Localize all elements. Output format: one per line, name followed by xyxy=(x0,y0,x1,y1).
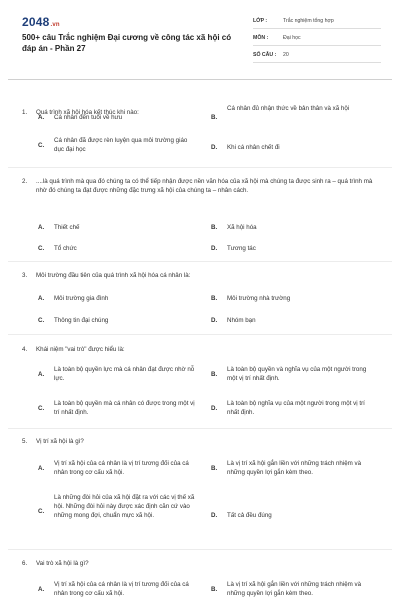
option-label: B. xyxy=(211,465,218,472)
question-divider xyxy=(8,167,392,168)
meta-count-value: 20 xyxy=(283,52,289,58)
question-number: 2. xyxy=(22,178,28,185)
meta-subject-key: MÔN : xyxy=(253,35,269,41)
question-divider xyxy=(8,549,392,550)
meta-class-key: LỚP : xyxy=(253,18,268,24)
site-logo[interactable] xyxy=(22,15,60,29)
meta-count-row xyxy=(253,48,381,63)
option-label: A. xyxy=(38,295,45,302)
option-label: C. xyxy=(38,508,45,515)
question-text: ....là quá trình mà qua đó chúng ta có thể tiếp nhận được nền văn hóa của xã hội mà chúng ta được sinh ra – quá trình mà nhờ đó chúng ta đạt được những đặc trưng xã hội của chúng ta – nhân cách. xyxy=(36,178,373,194)
question-divider xyxy=(8,261,392,262)
option-text: Môi trường gia đình xyxy=(54,295,109,302)
document-title: 500+ câu Trắc nghiệm Đại cương về công tác xã hội có đáp án - Phần 27 xyxy=(22,33,232,53)
option-text: Môi trường nhà trường xyxy=(227,295,291,302)
option-label: C. xyxy=(38,317,45,324)
meta-count-key: SỐ CÂU : xyxy=(253,52,277,58)
option-text: Thiết chế xyxy=(54,224,80,231)
option-label: D. xyxy=(211,405,218,412)
question-text: Vị trí xã hội là gì? xyxy=(36,438,84,445)
option-text: Là vị trí xã hội gắn liền với những trách nhiệm và những quyền lợi gắn kèm theo. xyxy=(227,581,362,597)
option-label: C. xyxy=(38,245,45,252)
option-text: Là toàn bộ quyền mà cá nhân có được trong một vị trí nhất định. xyxy=(54,400,195,416)
option-label: A. xyxy=(38,586,45,593)
option-text: Thông tin đại chúng xyxy=(54,317,109,324)
logo-suffix: .vn xyxy=(50,22,60,28)
option-text: Tổ chức xyxy=(54,245,77,252)
option-text: Xã hội hóa xyxy=(227,224,257,231)
question-number: 4. xyxy=(22,346,28,353)
option-text: Tương tác xyxy=(227,245,256,252)
question-divider xyxy=(8,334,392,335)
question-text: Quá trình xã hội hóa kết thúc khi nào: xyxy=(36,109,139,116)
option-text: Cá nhân đủ nhận thức về bản thân và xã hội xyxy=(227,105,350,112)
meta-class-row xyxy=(253,14,381,29)
option-label: A. xyxy=(38,465,45,472)
option-label: D. xyxy=(211,144,218,151)
question-text: Khái niệm "vai trò" được hiểu là: xyxy=(36,346,125,353)
option-text: Là toàn bộ quyền lực mà cá nhân đạt được nhờ nỗ lực. xyxy=(54,366,195,382)
option-text: Là toàn bộ nghĩa vụ của một người trong một vị trí nhất định. xyxy=(227,400,365,416)
question-number: 1. xyxy=(22,109,28,116)
logo-text: 2048 xyxy=(22,15,50,29)
question-divider xyxy=(8,428,392,429)
page-header xyxy=(0,0,400,72)
option-text: Là vị trí xã hội gắn liền với những trách nhiệm và những quyền lợi gắn kèm theo. xyxy=(227,460,362,476)
option-text: Vị trí xã hội của cá nhân là vị trí tương đối của cá nhân trong cơ cấu xã hội. xyxy=(54,581,189,597)
option-label: B. xyxy=(211,224,218,231)
option-text: Cá nhân đến tuổi về hưu xyxy=(54,114,123,121)
option-label: C. xyxy=(38,405,45,412)
option-text: Khi cá nhân chết đi xyxy=(227,144,280,151)
question-text: Môi trường đầu tiên của quá trình xã hội hóa cá nhân là: xyxy=(36,272,191,279)
option-label: B. xyxy=(211,586,218,593)
option-label: B. xyxy=(211,295,218,302)
option-label: D. xyxy=(211,512,218,519)
header-divider xyxy=(8,79,392,80)
question-number: 3. xyxy=(22,272,28,279)
meta-class-value: Trắc nghiệm tổng hợp xyxy=(283,18,334,24)
option-text: Nhóm bạn xyxy=(227,317,256,324)
option-text: Vị trí xã hội của cá nhân là vị trí tương đối của cá nhân trong cơ cấu xã hội. xyxy=(54,460,189,476)
question-number: 5. xyxy=(22,438,28,445)
option-label: B. xyxy=(211,371,218,378)
option-text: Tất cả đều đúng xyxy=(227,512,272,519)
question-text: Vai trò xã hội là gì? xyxy=(36,560,89,567)
meta-subject-value: Đại học xyxy=(283,35,301,41)
option-label: A. xyxy=(38,371,45,378)
option-label: D. xyxy=(211,245,218,252)
option-label: A. xyxy=(38,114,45,121)
option-label: A. xyxy=(38,224,45,231)
option-text: Cá nhân đã được rèn luyện qua môi trường giáo dục đại học xyxy=(54,137,188,153)
option-text: Là toàn bộ quyền và nghĩa vụ của một người trong một vị trí nhất định. xyxy=(227,366,367,382)
option-label: D. xyxy=(211,317,218,324)
question-number: 6. xyxy=(22,560,28,567)
option-label: B. xyxy=(211,114,218,121)
option-text: Là những đòi hỏi của xã hội đặt ra với các vị thế xã hội. Những đòi hỏi này được xác định căn cứ vào những mong đợi, chuẩn mực xã hội. xyxy=(54,494,195,519)
meta-subject-row xyxy=(253,31,381,46)
option-label: C. xyxy=(38,142,45,149)
